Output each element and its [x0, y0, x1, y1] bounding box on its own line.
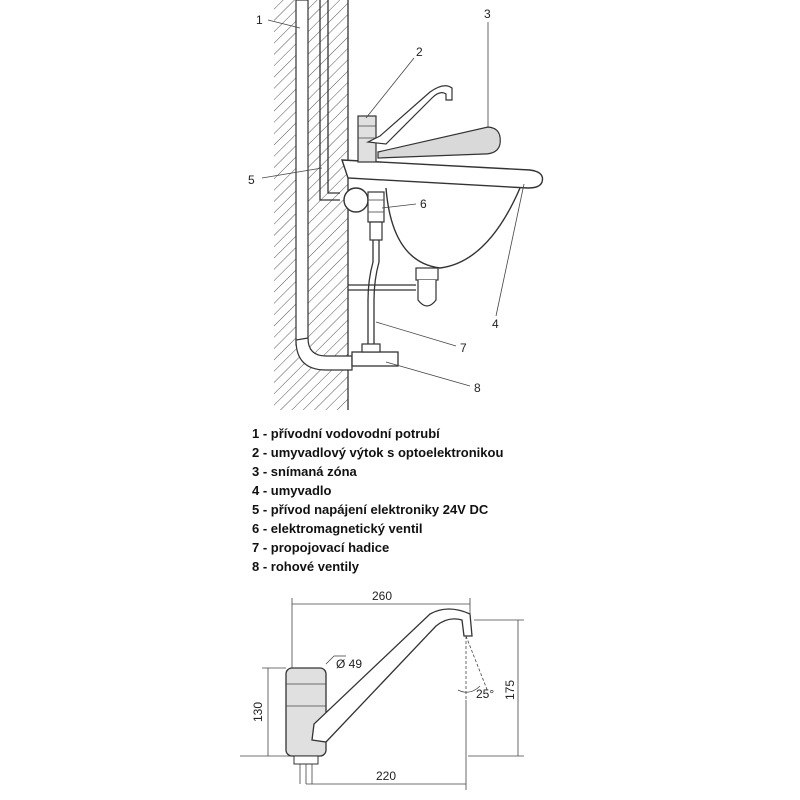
legend-item: 6 - elektromagnetický ventil — [252, 521, 423, 536]
connecting-hose — [368, 240, 379, 346]
dim-height-body: 130 — [251, 701, 265, 723]
callout-1: 1 — [256, 13, 263, 27]
callout-8: 8 — [474, 381, 481, 395]
legend-item: 3 - snímaná zóna — [252, 464, 357, 479]
faucet-spout — [312, 609, 472, 742]
callout-3: 3 — [484, 7, 491, 21]
callout-4: 4 — [492, 317, 499, 331]
callout-2: 2 — [416, 45, 423, 59]
legend-item: 8 - rohové ventily — [252, 559, 359, 574]
callout-7: 7 — [460, 341, 467, 355]
callout-5: 5 — [248, 173, 255, 187]
legend-item: 7 - propojovací hadice — [252, 540, 390, 555]
corner-valve — [352, 344, 398, 366]
dim-diameter: Ø 49 — [336, 657, 363, 671]
legend-list — [252, 424, 503, 576]
faucet-dimension-drawing — [240, 589, 524, 790]
dim-height-total: 175 — [503, 679, 517, 701]
dim-width-bottom: 220 — [376, 769, 397, 783]
callout-6: 6 — [420, 197, 427, 211]
dim-angle: 25° — [476, 687, 495, 701]
dim-width-top: 260 — [372, 589, 393, 603]
wall — [274, 0, 348, 410]
legend-item: 1 - přívodní vodovodní potrubí — [252, 426, 440, 441]
legend-item: 5 - přívod napájení elektroniky 24V DC — [252, 502, 489, 517]
solenoid-valve — [344, 188, 384, 240]
legend-item: 4 - umyvadlo — [252, 483, 332, 498]
legend-item: 2 - umyvadlový výtok s optoelektronikou — [252, 445, 504, 460]
